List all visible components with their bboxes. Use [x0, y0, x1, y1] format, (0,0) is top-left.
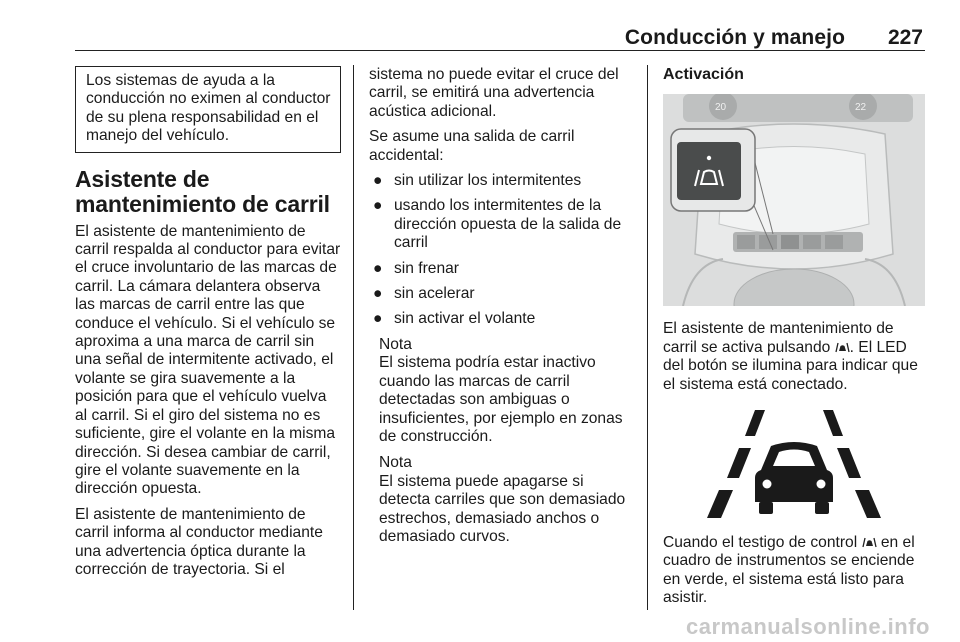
note-1-label: Nota	[379, 335, 412, 353]
warning-paragraph: El asistente de mantenimiento de carril informa al conductor mediante una advertencia óptica durante la corrección de trayectoria. Si el	[75, 505, 323, 578]
departure-intro: Se asume una salida de carril accidental:	[369, 128, 575, 164]
dashboard-illustration	[663, 94, 925, 306]
activation-paragraph: El asistente de mantenimiento de carril se activa pulsando . El LED del botón se ilumina para indicar que el sistema está conectado.	[663, 320, 918, 393]
note-1	[369, 336, 635, 446]
lane-keep-inline-icon	[835, 341, 850, 353]
list-item: ● sin acelerar	[373, 285, 475, 303]
column-divider-1	[353, 65, 354, 610]
lane-keep-symbol	[663, 408, 925, 520]
section-heading: Asistente de mantenimiento de carril	[75, 165, 330, 217]
bullet-icon: ●	[373, 259, 383, 277]
column-1	[75, 66, 341, 586]
photo-label-right: 22	[855, 102, 867, 114]
activation-heading: Activación	[663, 66, 744, 83]
column-divider-2	[647, 65, 648, 610]
photo-label-left: 20	[715, 102, 727, 114]
watermark: carmanualsonline.info	[686, 614, 930, 639]
departure-conditions-list	[369, 172, 635, 329]
list-item: ● usando los intermitentes de la dirección opuesta de la salida de carril	[373, 197, 622, 252]
list-item: ● sin frenar	[373, 259, 460, 277]
column-3	[663, 66, 928, 615]
list-item: ● sin utilizar los intermitentes	[373, 172, 582, 190]
control-light-paragraph: Cuando el testigo de control en el cuadro de instrumentos se enciende en verde, el sistema está listo para asistir.	[663, 534, 915, 607]
lane-keep-warning-icon	[663, 408, 925, 520]
note-2	[369, 454, 635, 546]
note-2-text: El sistema puede apagarse si detecta carriles que son demasiado estrechos, demasiado anchos o demasiado curvos.	[379, 472, 626, 545]
note-2-label: Nota	[379, 454, 412, 472]
bullet-icon: ●	[373, 310, 383, 328]
bullet-icon: ●	[373, 172, 383, 190]
safety-notice-text: Los sistemas de ayuda a la conducción no eximen al conductor de su plena responsabilidad en el manejo del vehículo.	[86, 72, 331, 145]
header-rule	[75, 50, 925, 51]
bullet-icon: ●	[373, 285, 383, 303]
bullet-icon: ●	[373, 197, 383, 215]
dashboard-button-photo	[663, 94, 925, 306]
safety-notice-box	[75, 66, 341, 153]
page-number: 227	[887, 26, 923, 49]
lane-keep-inline-icon	[862, 536, 877, 548]
note-1-text: El sistema podría estar inactivo cuando las marcas de carril detectadas son ambiguas o insuficientes, por ejemplo en zonas de construcción.	[379, 354, 623, 445]
continued-paragraph: sistema no puede evitar el cruce del carril, se emitirá una advertencia acústica adicional.	[369, 66, 619, 120]
column-2	[369, 66, 635, 554]
header-title: Conducción y manejo	[624, 26, 845, 49]
list-item: ● sin activar el volante	[373, 310, 536, 328]
intro-paragraph: El asistente de mantenimiento de carril respalda al conductor para evitar el cruce involuntario de las marcas de carril. La cámara delantera observa las marcas de carril entre las que conduce el vehículo. Si el vehículo se aproxima a una marca de carril sin una señal de intermitente activado, el volante se gira suavemente a la posición para que el vehículo vuelva al carril. Si el giro del sistema no es suficiente, gire el volante en la misma dirección. Si desea cambiar de carril, gire el volante suavemente en la dirección opuesta.	[75, 222, 341, 498]
